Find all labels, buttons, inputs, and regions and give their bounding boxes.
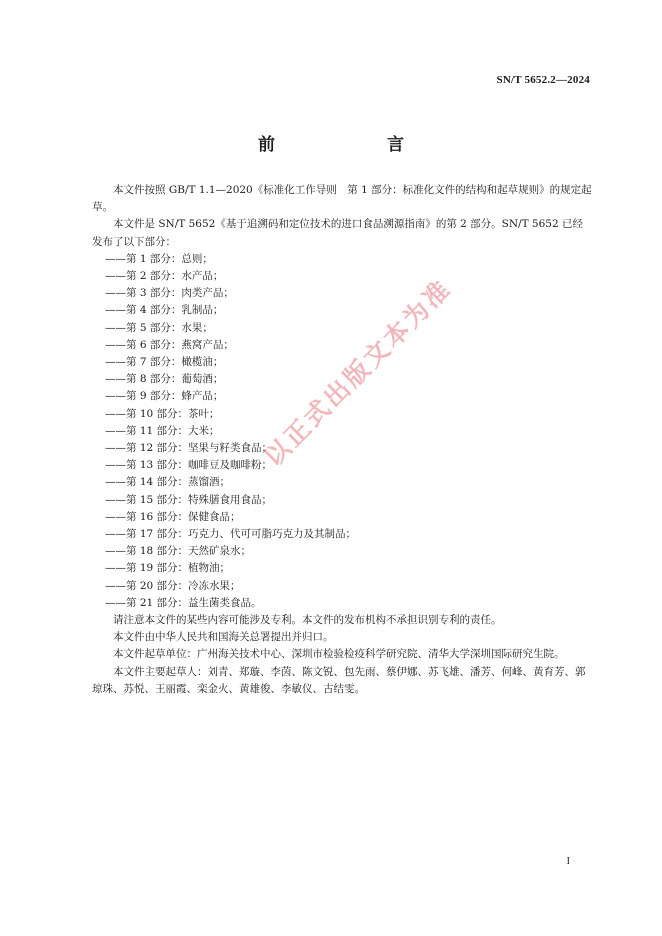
paragraph-patent-notice: 请注意本文件的某些内容可能涉及专利。本文件的发布机构不承担识别专利的责任。 bbox=[113, 614, 502, 627]
list-item: ——第 7 部分：橄榄油； bbox=[105, 356, 224, 369]
list-item: ——第 14 部分：蒸馏酒； bbox=[105, 476, 231, 489]
list-item: ——第 18 部分：天然矿泉水； bbox=[105, 545, 252, 558]
list-item: ——第 9 部分：蜂产品； bbox=[105, 390, 224, 403]
list-item: ——第 1 部分：总则； bbox=[105, 252, 213, 265]
list-item: ——第 21 部分：益生菌类食品。 bbox=[105, 596, 262, 609]
list-item: ——第 6 部分：燕窝产品； bbox=[105, 338, 234, 351]
list-item: ——第 20 部分：冷冻水果； bbox=[105, 579, 241, 592]
list-item: ——第 10 部分：茶叶； bbox=[105, 407, 220, 420]
page-title: 前 言 bbox=[258, 135, 430, 155]
list-item: ——第 2 部分：水产品； bbox=[105, 270, 224, 283]
list-item: ——第 4 部分：乳制品； bbox=[105, 304, 224, 317]
paragraph-proposer: 本文件由中华人民共和国海关总署提出并归口。 bbox=[113, 631, 334, 644]
parts-list bbox=[92, 251, 592, 612]
list-item: ——第 16 部分：保健食品； bbox=[105, 510, 241, 523]
list-item: ——第 5 部分：水果； bbox=[105, 321, 213, 334]
list-item: ——第 3 部分：肉类产品； bbox=[105, 287, 234, 300]
standard-code: SN/T 5652.2—2024 bbox=[496, 74, 590, 86]
list-item: ——第 13 部分：咖啡豆及咖啡粉； bbox=[105, 459, 273, 472]
paragraph-drafters: 本文件主要起草人：刘青、郑璇、李茵、陈文锐、包先雨、蔡伊娜、苏飞雄、潘芳、何峰、黄育芳、郭琼珠、苏悦、王丽霞、栾金火、黄雄俊、李敏仪、古结雯。 bbox=[92, 665, 586, 695]
list-item: ——第 8 部分：葡萄酒； bbox=[105, 373, 224, 386]
foreword-body bbox=[92, 182, 592, 698]
paragraph-drafting-rules: 本文件按照 GB/T 1.1—2020《标准化工作导则 第 1 部分：标准化文件的结构和起草规则》的规定起草。 bbox=[92, 184, 592, 214]
watermark-stamp: 以正式出版文本为准 bbox=[258, 273, 458, 473]
list-item: ——第 12 部分：坚果与籽类食品； bbox=[105, 442, 273, 455]
list-item: ——第 17 部分：巧克力、代可可脂巧克力及其制品； bbox=[105, 528, 357, 541]
list-item: ——第 11 部分：大米； bbox=[105, 424, 220, 437]
paragraph-series-intro: 本文件是 SN/T 5652《基于追溯码和定位技术的进口食品溯源指南》的第 2 部分。SN/T 5652 已经发布了以下部分： bbox=[92, 218, 583, 248]
list-item: ——第 15 部分：特殊膳食用食品； bbox=[105, 493, 273, 506]
paragraph-drafting-units: 本文件起草单位：广州海关技术中心、深圳市检验检疫科学研究院、清华大学深圳国际研究生院。 bbox=[113, 648, 565, 661]
list-item: ——第 19 部分：植物油； bbox=[105, 562, 231, 575]
page-number: I bbox=[566, 856, 570, 867]
